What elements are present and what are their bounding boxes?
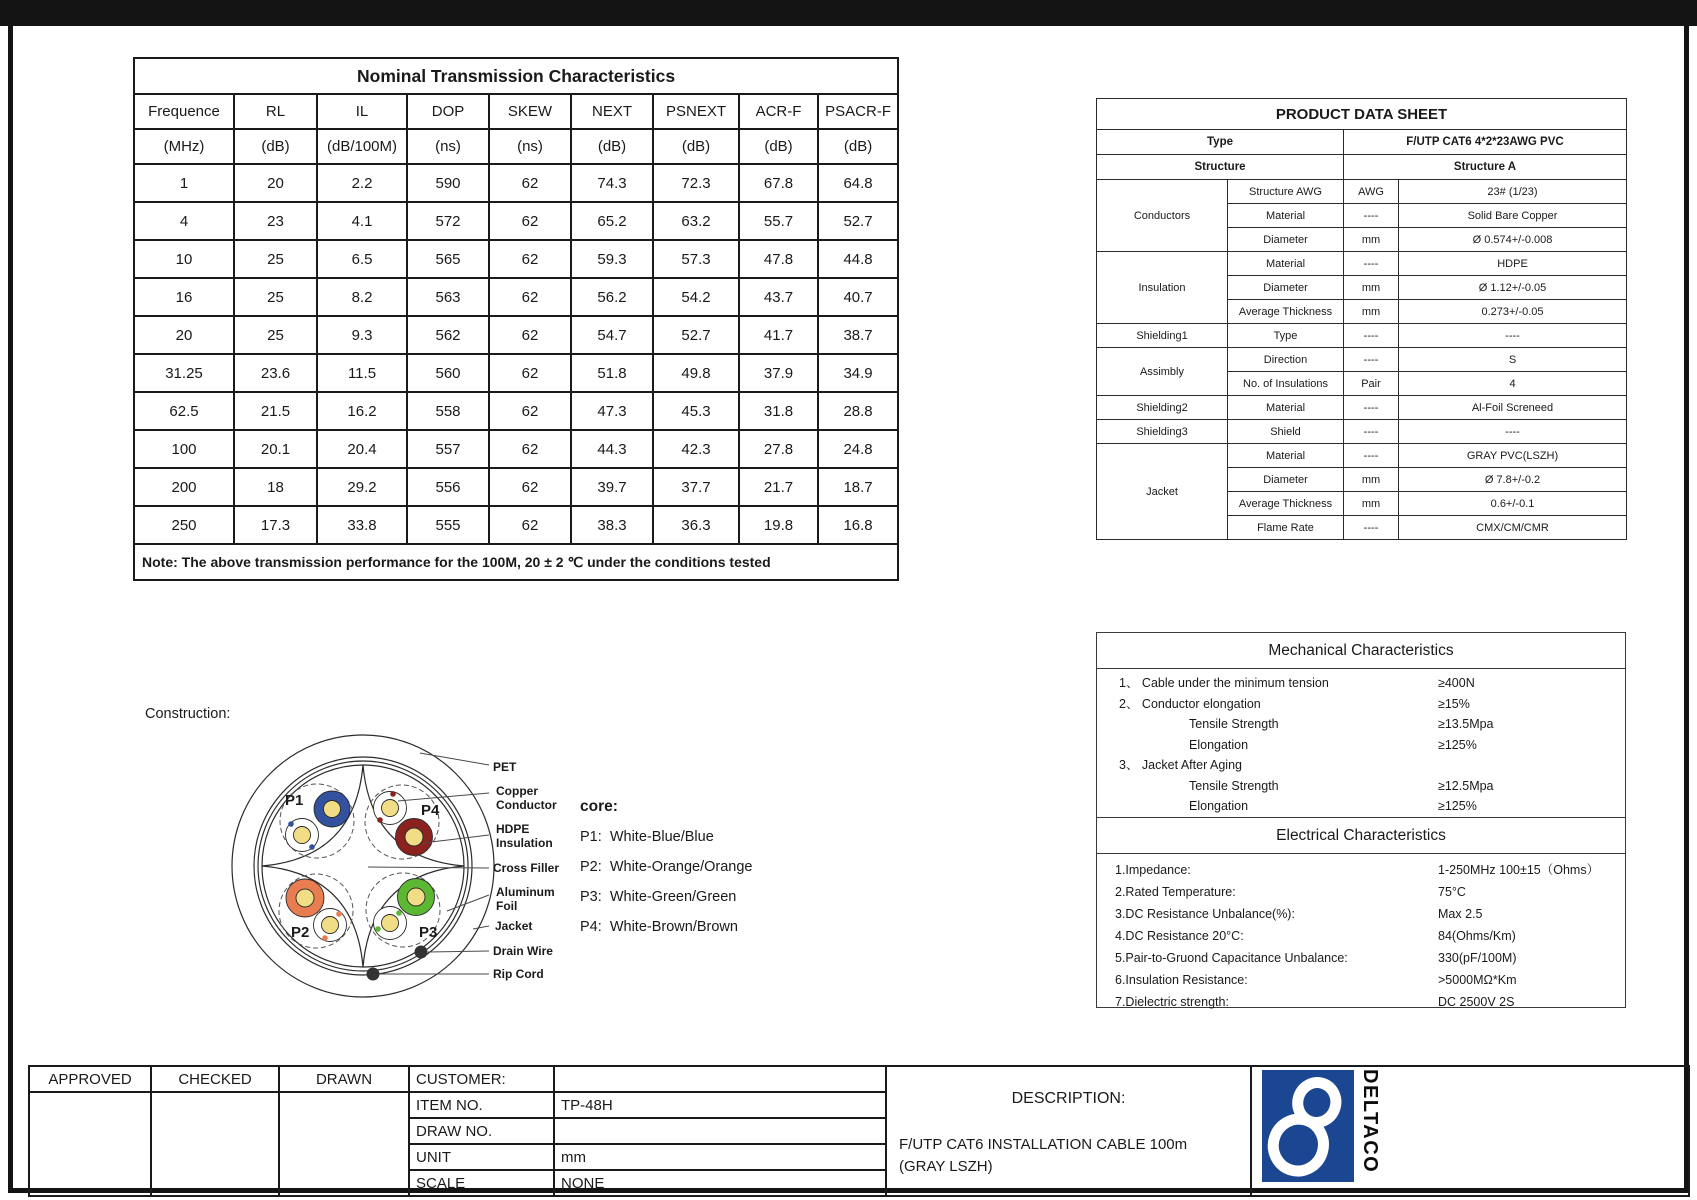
cell-il: 20.4	[317, 430, 407, 468]
cell-il: 33.8	[317, 506, 407, 544]
deltaco-wordmark: DELTACO	[1359, 1069, 1381, 1174]
core-line: P4: White-Brown/Brown	[580, 919, 738, 935]
product-data-sheet-table	[1096, 98, 1627, 540]
core-lines	[580, 822, 752, 942]
mechanical-item-value: ≥400N	[1438, 676, 1475, 690]
cell-next: 51.8	[571, 354, 653, 392]
cell-skew: 62	[489, 278, 571, 316]
pds-title: PRODUCT DATA SHEET	[1097, 99, 1627, 130]
pds-unit: mm	[1344, 300, 1399, 324]
pds-unit: ----	[1344, 204, 1399, 228]
pds-unit: ----	[1344, 420, 1399, 444]
mechanical-item	[1097, 714, 1625, 735]
pds-value: Ø 0.574+/-0.008	[1399, 228, 1627, 252]
transmission-row	[134, 354, 898, 392]
cell-skew: 62	[489, 392, 571, 430]
cell-acrf: 19.8	[739, 506, 818, 544]
pair-label-p4: P4	[421, 802, 440, 819]
item-no-value: TP-48H	[554, 1092, 886, 1118]
mechanical-item	[1097, 735, 1625, 756]
electrical-item-value: DC 2500V 2S	[1438, 994, 1515, 1009]
cell-dop: 555	[407, 506, 489, 544]
electrical-item	[1097, 947, 1625, 969]
pds-structure-label: Structure	[1097, 155, 1344, 180]
transmission-table-body	[134, 164, 898, 544]
pds-value: S	[1399, 348, 1627, 372]
pds-property: Structure AWG	[1228, 180, 1344, 204]
cell-psacrf: 16.8	[818, 506, 898, 544]
mechanical-item-value: ≥125%	[1438, 799, 1477, 813]
cell-il: 16.2	[317, 392, 407, 430]
electrical-item-label: 1.Impedance:	[1115, 862, 1191, 877]
col-header: PSACR-F	[818, 94, 898, 129]
cell-dop: 558	[407, 392, 489, 430]
pds-type-value: F/UTP CAT6 4*2*23AWG PVC	[1344, 130, 1627, 155]
pds-category: Shielding1	[1097, 324, 1228, 348]
mechanical-item-label: Tensile Strength	[1189, 717, 1279, 731]
mechanical-item-label: Elongation	[1189, 799, 1249, 813]
pds-value: 0.6+/-0.1	[1399, 492, 1627, 516]
electrical-item-value: Max 2.5	[1438, 906, 1483, 921]
cell-dop: 572	[407, 202, 489, 240]
cell-psnext: 36.3	[653, 506, 739, 544]
pds-value: GRAY PVC(LSZH)	[1399, 444, 1627, 468]
pds-value: ----	[1399, 420, 1627, 444]
electrical-item	[1097, 881, 1625, 903]
cell-skew: 62	[489, 164, 571, 202]
cell-psacrf: 24.8	[818, 430, 898, 468]
col-header: RL	[234, 94, 317, 129]
electrical-item	[1097, 925, 1625, 947]
pair-label-p3: P3	[419, 924, 438, 941]
cell-rl: 18	[234, 468, 317, 506]
cell-rl: 25	[234, 278, 317, 316]
cell-dop: 557	[407, 430, 489, 468]
mechanical-items	[1097, 669, 1625, 817]
characteristics-box	[1096, 632, 1626, 1008]
cell-psnext: 57.3	[653, 240, 739, 278]
drawn-value	[279, 1092, 409, 1196]
cell-il: 4.1	[317, 202, 407, 240]
col-unit: (dB)	[571, 129, 653, 164]
electrical-item-value: 1-250MHz 100±15（Ohms）	[1438, 862, 1600, 877]
core-heading: core:	[580, 798, 618, 815]
rip-cord-label: Rip Cord	[493, 967, 544, 981]
electrical-item-label: 7.Dielectric strength:	[1115, 994, 1229, 1009]
description-line-1: F/UTP CAT6 INSTALLATION CABLE 100m	[899, 1136, 1188, 1153]
cell-acrf: 47.8	[739, 240, 818, 278]
cell-rl: 20	[234, 164, 317, 202]
cell-frequency: 31.25	[134, 354, 234, 392]
pds-structure-value: Structure A	[1344, 155, 1627, 180]
right-border	[1684, 26, 1689, 1193]
electrical-item-label: 2.Rated Temperature:	[1115, 884, 1236, 899]
cell-psacrf: 38.7	[818, 316, 898, 354]
transmission-title-row	[134, 58, 898, 94]
electrical-item-value: 84(Ohms/Km)	[1438, 928, 1516, 943]
pds-category: Jacket	[1097, 444, 1228, 540]
item-no-label: ITEM NO.	[409, 1092, 554, 1118]
pds-value: Al-Foil Screneed	[1399, 396, 1627, 420]
checked-value	[151, 1092, 279, 1196]
cell-frequency: 250	[134, 506, 234, 544]
cell-psnext: 49.8	[653, 354, 739, 392]
col-header: SKEW	[489, 94, 571, 129]
mechanical-item	[1097, 755, 1625, 776]
pds-category: Shielding2	[1097, 396, 1228, 420]
description-label: DESCRIPTION:	[1011, 1090, 1126, 1107]
pds-property: No. of Insulations	[1228, 372, 1344, 396]
customer-label: CUSTOMER:	[409, 1066, 554, 1092]
pds-row	[1097, 252, 1627, 276]
pds-category: Shielding3	[1097, 420, 1228, 444]
mechanical-item-label: 2、 Conductor elongation	[1119, 696, 1261, 711]
mechanical-item	[1097, 694, 1625, 715]
cell-next: 38.3	[571, 506, 653, 544]
cell-psacrf: 52.7	[818, 202, 898, 240]
copper-conductor-label-2: Conductor	[496, 798, 557, 812]
approved-value	[29, 1092, 151, 1196]
transmission-row	[134, 316, 898, 354]
cell-next: 65.2	[571, 202, 653, 240]
cell-next: 47.3	[571, 392, 653, 430]
cell-acrf: 43.7	[739, 278, 818, 316]
cell-frequency: 62.5	[134, 392, 234, 430]
core-line: P2: White-Orange/Orange	[580, 859, 753, 875]
cell-skew: 62	[489, 506, 571, 544]
electrical-item	[1097, 859, 1625, 881]
pds-property: Diameter	[1228, 468, 1344, 492]
pds-property: Diameter	[1228, 228, 1344, 252]
cell-il: 2.2	[317, 164, 407, 202]
mechanical-item-label: 3、 Jacket After Aging	[1119, 758, 1242, 772]
col-header: Frequence	[134, 94, 234, 129]
mechanical-item-value: ≥13.5Mpa	[1438, 717, 1494, 731]
pds-value: 23# (1/23)	[1399, 180, 1627, 204]
construction-heading: Construction:	[145, 706, 231, 722]
pds-property: Diameter	[1228, 276, 1344, 300]
electrical-item	[1097, 969, 1625, 991]
cell-psnext: 42.3	[653, 430, 739, 468]
cell-psnext: 52.7	[653, 316, 739, 354]
mechanical-item-value: ≥12.5Mpa	[1438, 778, 1494, 793]
cell-dop: 563	[407, 278, 489, 316]
cell-frequency: 1	[134, 164, 234, 202]
mechanical-item	[1097, 796, 1625, 817]
col-unit: (dB)	[234, 129, 317, 164]
transmission-row	[134, 202, 898, 240]
cell-frequency: 16	[134, 278, 234, 316]
pds-value: CMX/CM/CMR	[1399, 516, 1627, 540]
cell-skew: 62	[489, 354, 571, 392]
scale-label: SCALE	[409, 1170, 554, 1196]
drain-wire-label: Drain Wire	[493, 944, 553, 958]
pds-unit: ----	[1344, 396, 1399, 420]
electrical-item	[1097, 903, 1625, 925]
cell-psacrf: 44.8	[818, 240, 898, 278]
hdpe-insulation-label-2: Insulation	[496, 836, 553, 850]
electrical-title: Electrical Characteristics	[1097, 817, 1625, 854]
cell-acrf: 21.7	[739, 468, 818, 506]
pds-row	[1097, 396, 1627, 420]
pds-property: Average Thickness	[1228, 300, 1344, 324]
electrical-item-value: 330(pF/100M)	[1438, 950, 1517, 965]
copper-conductor-label-1: Copper	[496, 784, 538, 798]
cell-acrf: 67.8	[739, 164, 818, 202]
draw-no-label: DRAW NO.	[409, 1118, 554, 1144]
core-line: P3: White-Green/Green	[580, 889, 737, 905]
description-line-2: (GRAY LSZH)	[899, 1158, 993, 1175]
transmission-row	[134, 164, 898, 202]
cell-acrf: 31.8	[739, 392, 818, 430]
pds-property: Material	[1228, 444, 1344, 468]
cell-il: 8.2	[317, 278, 407, 316]
cell-next: 44.3	[571, 430, 653, 468]
description-text	[893, 1134, 1244, 1178]
col-unit: (dB)	[739, 129, 818, 164]
cell-acrf: 37.9	[739, 354, 818, 392]
pds-value: Ø 7.8+/-0.2	[1399, 468, 1627, 492]
description-cell	[886, 1066, 1251, 1196]
cell-dop: 560	[407, 354, 489, 392]
cell-rl: 20.1	[234, 430, 317, 468]
pds-unit: ----	[1344, 252, 1399, 276]
cell-il: 6.5	[317, 240, 407, 278]
pair-label-p2: P2	[291, 924, 310, 941]
cell-psnext: 37.7	[653, 468, 739, 506]
pds-value: Ø 1.12+/-0.05	[1399, 276, 1627, 300]
electrical-item-value: 75°C	[1438, 884, 1466, 899]
electrical-items	[1097, 854, 1625, 1013]
pds-unit: ----	[1344, 324, 1399, 348]
col-header: IL	[317, 94, 407, 129]
cell-skew: 62	[489, 316, 571, 354]
transmission-row	[134, 240, 898, 278]
cell-dop: 565	[407, 240, 489, 278]
pds-value: HDPE	[1399, 252, 1627, 276]
customer-value	[554, 1066, 886, 1092]
transmission-row	[134, 278, 898, 316]
cell-next: 74.3	[571, 164, 653, 202]
cell-il: 29.2	[317, 468, 407, 506]
pds-unit: ----	[1344, 516, 1399, 540]
transmission-row	[134, 506, 898, 544]
col-unit: (dB/100M)	[317, 129, 407, 164]
mechanical-item-label: Tensile Strength	[1189, 778, 1279, 793]
pds-property: Material	[1228, 396, 1344, 420]
transmission-row	[134, 392, 898, 430]
pds-type-label: Type	[1097, 130, 1344, 155]
cable-cross-section-diagram	[195, 715, 575, 1005]
pair-label-p1: P1	[285, 792, 304, 809]
logo-cell	[1251, 1066, 1689, 1196]
pds-row	[1097, 348, 1627, 372]
transmission-row	[134, 430, 898, 468]
pds-unit: ----	[1344, 444, 1399, 468]
cell-acrf: 27.8	[739, 430, 818, 468]
cell-next: 56.2	[571, 278, 653, 316]
pds-row	[1097, 180, 1627, 204]
pds-property: Material	[1228, 204, 1344, 228]
unit-label: UNIT	[409, 1144, 554, 1170]
core-legend	[580, 798, 752, 942]
hdpe-insulation-label-1: HDPE	[496, 822, 530, 836]
mechanical-item	[1097, 776, 1625, 797]
cell-next: 54.7	[571, 316, 653, 354]
rip-cord-dot	[367, 968, 380, 981]
mechanical-item-label: 1、 Cable under the minimum tension	[1119, 676, 1329, 690]
top-border-bar	[0, 0, 1697, 26]
col-unit: (ns)	[407, 129, 489, 164]
cell-psnext: 63.2	[653, 202, 739, 240]
core-line: P1: White-Blue/Blue	[580, 829, 714, 845]
pds-unit: Pair	[1344, 372, 1399, 396]
cell-acrf: 41.7	[739, 316, 818, 354]
transmission-table	[133, 57, 899, 581]
pds-property: Type	[1228, 324, 1344, 348]
unit-value: mm	[554, 1144, 886, 1170]
cell-psacrf: 40.7	[818, 278, 898, 316]
cell-psnext: 72.3	[653, 164, 739, 202]
cell-next: 59.3	[571, 240, 653, 278]
col-header: PSNEXT	[653, 94, 739, 129]
col-header: DOP	[407, 94, 489, 129]
electrical-item-label: 6.Insulation Resistance:	[1115, 972, 1248, 987]
pds-property: Shield	[1228, 420, 1344, 444]
pds-unit: ----	[1344, 348, 1399, 372]
pds-property: Material	[1228, 252, 1344, 276]
pds-unit: mm	[1344, 228, 1399, 252]
aluminum-foil-label-2: Foil	[496, 899, 518, 913]
approved-label: APPROVED	[29, 1066, 151, 1092]
cell-frequency: 10	[134, 240, 234, 278]
cell-psnext: 54.2	[653, 278, 739, 316]
cell-next: 39.7	[571, 468, 653, 506]
mechanical-item-value: ≥125%	[1438, 737, 1477, 752]
cell-rl: 23.6	[234, 354, 317, 392]
electrical-item	[1097, 991, 1625, 1013]
cell-frequency: 100	[134, 430, 234, 468]
drawn-label: DRAWN	[279, 1066, 409, 1092]
cell-rl: 21.5	[234, 392, 317, 430]
cell-rl: 23	[234, 202, 317, 240]
pds-value: Solid Bare Copper	[1399, 204, 1627, 228]
pds-property: Direction	[1228, 348, 1344, 372]
electrical-item-label: 3.DC Resistance Unbalance(%):	[1115, 906, 1295, 921]
electrical-item-label: 5.Pair-to-Gruond Capacitance Unbalance:	[1115, 950, 1348, 965]
cell-frequency: 200	[134, 468, 234, 506]
deltaco-logo	[1262, 1070, 1354, 1182]
cell-frequency: 4	[134, 202, 234, 240]
cell-skew: 62	[489, 430, 571, 468]
checked-label: CHECKED	[151, 1066, 279, 1092]
mechanical-item-label: Elongation	[1189, 737, 1249, 752]
cell-skew: 62	[489, 468, 571, 506]
drain-wire-dot	[415, 946, 428, 959]
cell-psacrf: 64.8	[818, 164, 898, 202]
cell-psacrf: 28.8	[818, 392, 898, 430]
pet-label: PET	[493, 760, 517, 774]
pds-unit: mm	[1344, 492, 1399, 516]
aluminum-foil-label-1: Aluminum	[496, 885, 555, 899]
cell-acrf: 55.7	[739, 202, 818, 240]
pds-unit: mm	[1344, 468, 1399, 492]
cell-skew: 62	[489, 240, 571, 278]
cell-rl: 25	[234, 240, 317, 278]
mechanical-item-value: ≥15%	[1438, 696, 1470, 711]
mechanical-title: Mechanical Characteristics	[1097, 633, 1625, 669]
cell-dop: 590	[407, 164, 489, 202]
cell-frequency: 20	[134, 316, 234, 354]
transmission-note-row	[134, 544, 898, 580]
cell-skew: 62	[489, 202, 571, 240]
cell-rl: 17.3	[234, 506, 317, 544]
pds-value: 4	[1399, 372, 1627, 396]
pds-category: Insulation	[1097, 252, 1228, 324]
title-block	[28, 1065, 1690, 1197]
scale-value: NONE	[554, 1170, 886, 1196]
transmission-row	[134, 468, 898, 506]
pds-row	[1097, 324, 1627, 348]
pds-value: 0.273+/-0.05	[1399, 300, 1627, 324]
col-unit: (dB)	[653, 129, 739, 164]
col-unit: (MHz)	[134, 129, 234, 164]
left-border	[8, 26, 13, 1193]
pds-unit: mm	[1344, 276, 1399, 300]
cell-rl: 25	[234, 316, 317, 354]
pds-property: Flame Rate	[1228, 516, 1344, 540]
cell-dop: 556	[407, 468, 489, 506]
mechanical-item	[1097, 673, 1625, 694]
pds-property: Average Thickness	[1228, 492, 1344, 516]
draw-no-value	[554, 1118, 886, 1144]
transmission-title: Nominal Transmission Characteristics	[134, 58, 898, 94]
pds-row	[1097, 444, 1627, 468]
cell-il: 11.5	[317, 354, 407, 392]
col-header: ACR-F	[739, 94, 818, 129]
cross-filler-label: Cross Filler	[493, 861, 560, 875]
pds-category: Conductors	[1097, 180, 1228, 252]
transmission-note: Note: The above transmission performance for the 100M, 20 ± 2 ℃ under the conditions tested	[134, 544, 898, 580]
cell-psacrf: 34.9	[818, 354, 898, 392]
col-unit: (dB)	[818, 129, 898, 164]
cell-dop: 562	[407, 316, 489, 354]
electrical-item-label: 4.DC Resistance 20°C:	[1115, 928, 1244, 943]
pds-value: ----	[1399, 324, 1627, 348]
jacket-label: Jacket	[495, 919, 533, 933]
cell-il: 9.3	[317, 316, 407, 354]
pds-row	[1097, 420, 1627, 444]
transmission-units-row	[134, 129, 898, 164]
cell-psnext: 45.3	[653, 392, 739, 430]
col-header: NEXT	[571, 94, 653, 129]
pds-category: Assimbly	[1097, 348, 1228, 396]
transmission-header-row	[134, 94, 898, 129]
col-unit: (ns)	[489, 129, 571, 164]
pds-unit: AWG	[1344, 180, 1399, 204]
cell-psacrf: 18.7	[818, 468, 898, 506]
electrical-item-value: >5000MΩ*Km	[1438, 972, 1517, 987]
